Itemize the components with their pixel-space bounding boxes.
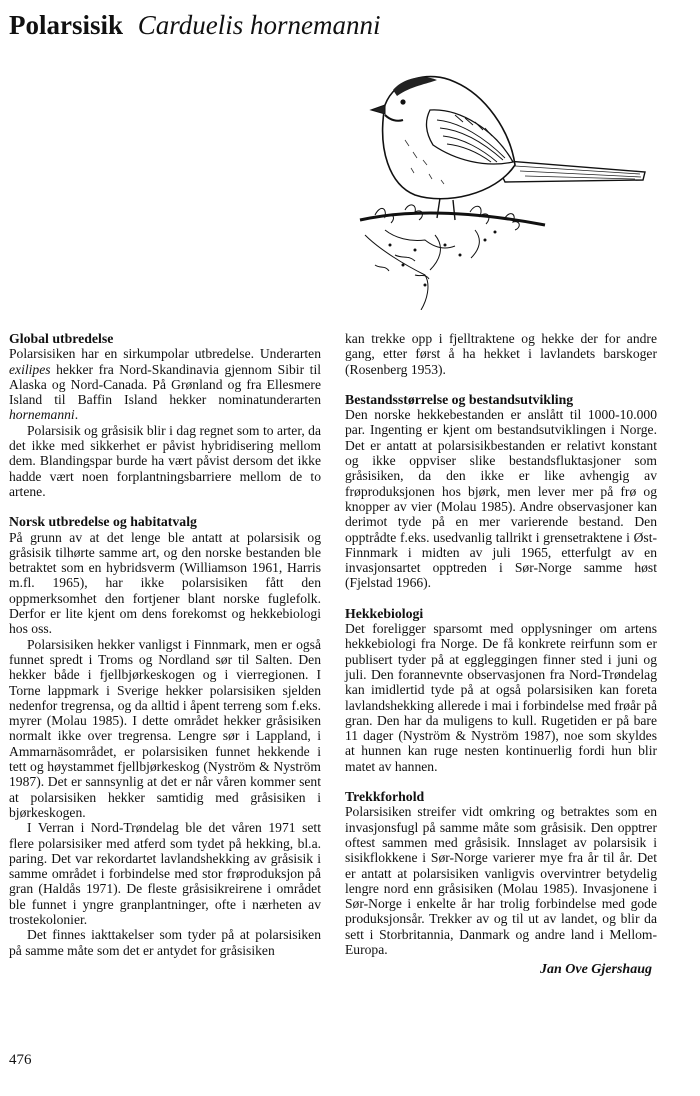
section-trekkforhold [345,789,657,957]
paragraph: Polarsisiken streifer vidt omkring og betraktes som en invasjonsfugl på samme måte som gråsisik. Den opptrer oftest sammen med gråsisik. Innslaget av polarsisik i sisikflokkene i Sør-Norge varierer mye fra år til år. Det er antatt at polarsisiken vanligvis overvintrer betydelig lengre nord enn gråsisiken (Molau 1985). Invasjonene i Sør-Norge i enkelte år har trolig forbindelse med gode produksjonsår. Trekker av og til ut av landet, og blir da sett i Storbritannia, Danmark og andre land i Mellom-Europa. [345,804,657,957]
section-heading: Global utbredelse [9,331,114,346]
section-heading: Bestandsstørrelse og bestandsutvikling [345,391,574,407]
paragraph: Polarsisiken har en sirkumpolar utbredelse. Underarten exilipes hekker fra Nord-Skandinavia gjennom Sibir til Alaska og Nord-Canada. På Grønland og fra Ellesmere Island til Baffin Island hekker nominatunderarten hornemanni. [9,346,321,423]
author-signature: Jan Ove Gjershaug [539,962,652,977]
paragraph: På grunn av at det lenge ble antatt at polarsisik og gråsisik tilhørte samme art, og den norske bestanden ble betraktet som en hybridsverm (Williamson 1961, Harris m.fl. 1965), har ikke polarsisiken fått den oppmerksomhet den fortjener blant norske fuglefolk. Derfor er lite kjent om dens forekomst og hekkebiologi hos oss. [9,529,321,637]
continuation-paragraph: kan trekke opp i fjelltraktene og hekke der for andre gang, etter først å ha hekket i lavlandets barskoger (Rosenberg 1953). [345,331,657,377]
section-global-utbredelse [9,331,321,499]
page-number: 476 [9,1052,32,1068]
redpoll-bird-illustration [345,60,655,310]
right-column [345,331,657,972]
section-norsk-utbredelse [9,514,321,958]
left-column [9,331,321,973]
paragraph: Den norske hekkebestanden er anslått til 1000-10.000 par. Ingenting er kjent om bestandsutviklingen i Norge. Det er antatt at polarsisikbestanden er relativt konstant og ikke oppviser slike bestandsfluktasjoner som gråsisiken, da den ikke er like avhengig av frøproduksjonen hos bjørk, men lever mer på frø og knopper av vier (Molau 1985). Andre observasjoner kan derimot tyde på en mer varierende bestand. Den opptrådte f.eks. usedvanlig tallrikt i grensetraktene i Øst-Finnmark i midten av juli 1965, etterfulgt av en invasjonsartet opptreden i Sør-Norge samme høst (Fjelstad 1966). [345,407,657,591]
section-bestandsstorrelse [345,392,657,591]
species-title [9,8,381,42]
paragraph: I Verran i Nord-Trøndelag ble det våren 1971 sett flere polarsisiker med atferd som tydet på hekking, bl.a. paring. Det var rekordartet lavlandshekking av gråsisik i samme området i forbindelse med stor frøproduksjon på gran (Haldås 1971). De fleste gråsisikreirene i området ble funnet i yngre granplantninger, ofte i nærheten av trostekolonier. [9,820,321,927]
section-heading: Hekkebiologi [345,605,424,621]
section-hekkebiologi [345,606,657,774]
paragraph: Polarsisik og gråsisik blir i dag regnet som to arter, da det ikke med sikkerhet er påvist hybridisering mellom dem. Blandingspar burde ha vært påvist dersom det ikke hadde vært noen forplantningsbarriere mellom de to artene. [9,422,321,499]
section-heading: Trekkforhold [345,789,425,805]
scientific-name: Carduelis hornemanni [137,10,381,40]
section-heading: Norsk utbredelse og habitatvalg [9,514,197,530]
paragraph: Polarsisiken hekker vanligst i Finnmark, men er også funnet spredt i Troms og Nordland sør til Salten. Den hekker både i fjellbjørkeskogen og i vierregionen. I Torne lappmark i Sverige hekker polarsisiken sjelden nedenfor tregrensa, og da alltid i åpent terreng som f.eks. myrer (Molau 1985). I dette området hekker gråsisiken normalt ikke over tregrensa. Lengre sør i Lappland, i Ammarnäsområdet, er polarsisiken funnet hekkende i tett og høystammet fjellbjørkeskog (Nyström & Nyström 1987). Det er sannsynlig at det er når våren kommer sent at polarsisiken hekker samtidig med gråsisiken i bjørkeskogen. [9,636,321,820]
paragraph: Det finnes iakttakelser som tyder på at polarsisiken på samme måte som det er antydet for gråsisiken [9,927,321,958]
paragraph: Det foreligger sparsomt med opplysninger om artens hekkebiologi fra Norge. De få konkrete reirfunn som er publisert tyder på at eggleggingen finner sted i juni og juli. Den forannevnte observasjonen fra Nord-Trøndelag kan imidlertid tyde på at også polarsisiken kan foreta lavlandshekking allerede i mai i forbindelse med frøår på gran. Den har da muligens to kull. Rugetiden er på bare 11 dager (Nyström & Nyström 1987), noe som skyldes at hunnen kan ruge nesten kontinuerlig fordi hun blir matet av hannen. [345,621,657,774]
common-name: Polarsisik [9,10,124,40]
